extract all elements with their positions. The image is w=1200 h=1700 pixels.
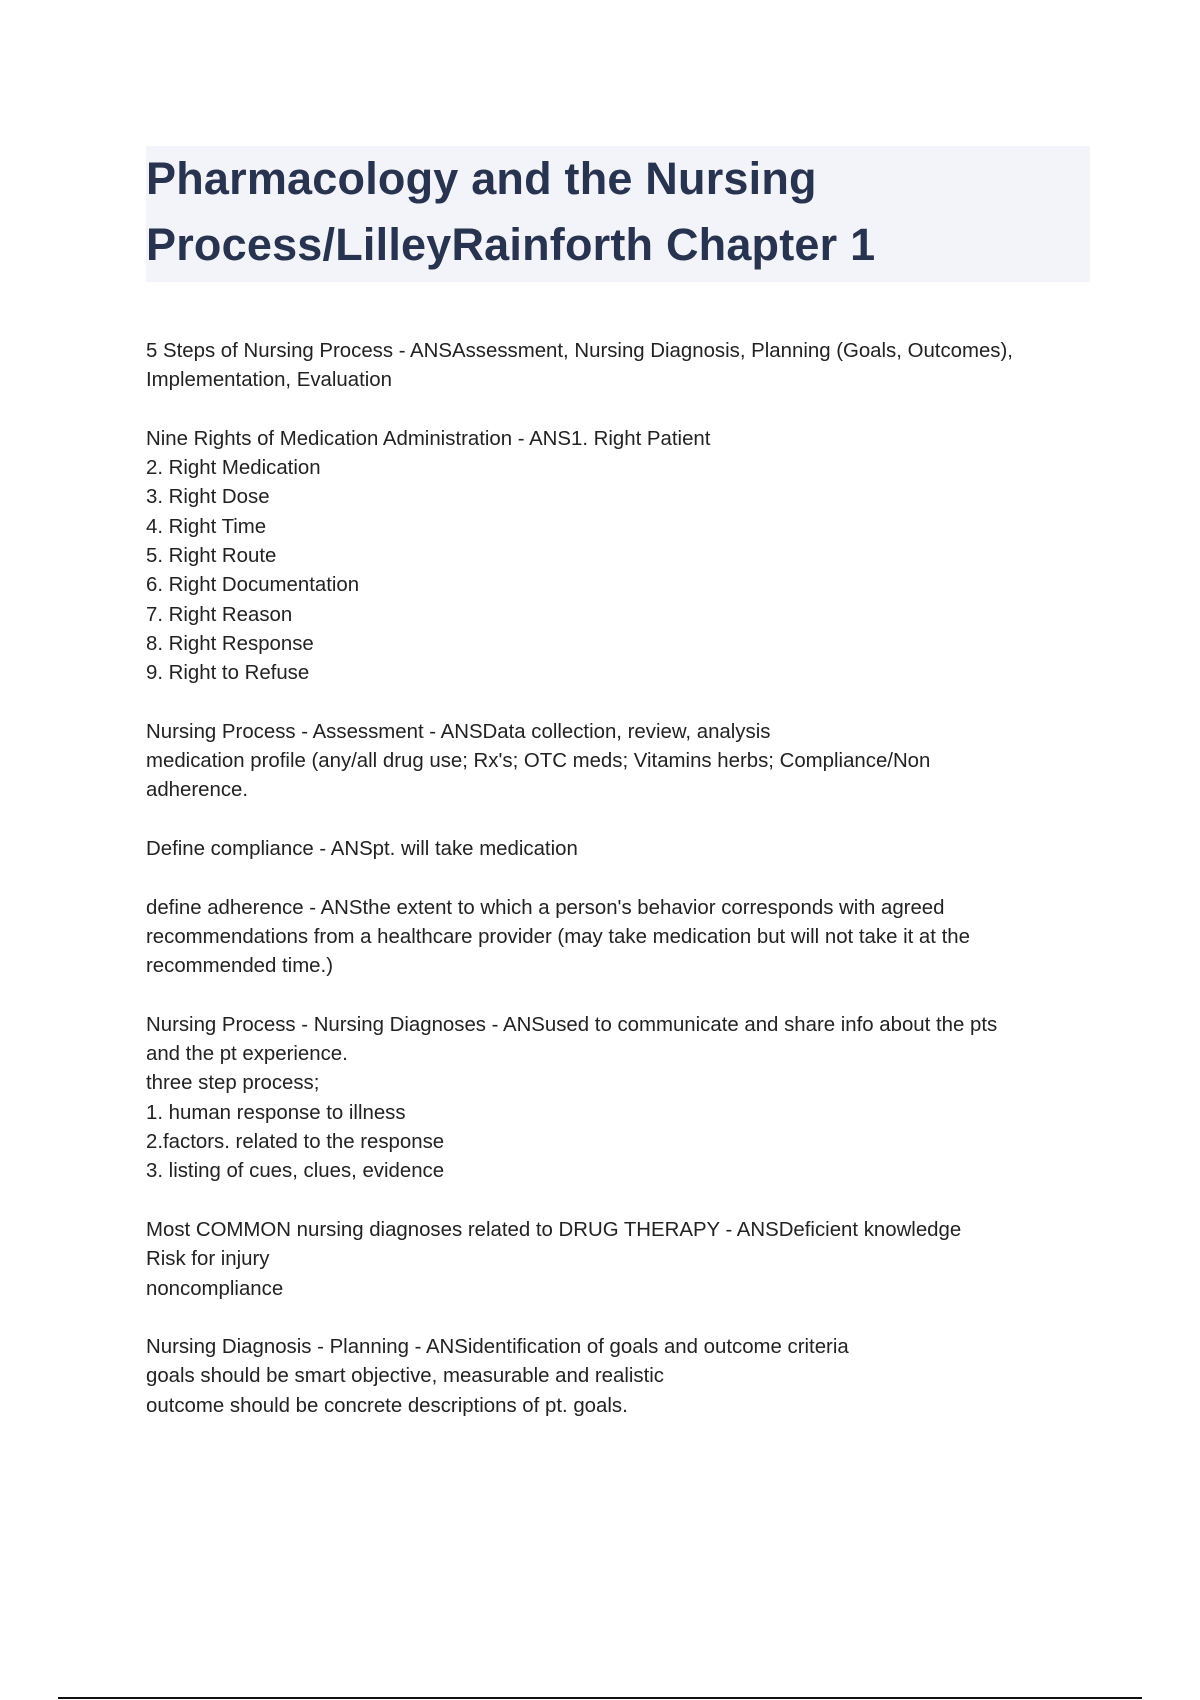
entry-line: 6. Right Documentation [146, 574, 360, 597]
document-body [146, 337, 1096, 1450]
entry-line: 1. human response to illness [146, 1101, 406, 1124]
entry-nine-rights [146, 425, 1096, 689]
entry-line: 5. Right Route [146, 545, 277, 568]
entry-line: 4. Right Time [146, 515, 267, 538]
entry-line: Define compliance - ANSpt. will take medication [146, 838, 578, 861]
entry-line: outcome should be concrete descriptions of pt. goals. [146, 1394, 628, 1417]
entry-line: recommendations from a healthcare provider (may take medication but will not take it at the [146, 925, 970, 948]
footer-divider [58, 1697, 1142, 1699]
entry-line: goals should be smart objective, measurable and realistic [146, 1365, 664, 1388]
entry-line: 2. Right Medication [146, 457, 321, 480]
entry-assessment [146, 718, 1096, 806]
entry-line: 2.factors. related to the response [146, 1131, 445, 1154]
entry-nursing-process-steps [146, 337, 1096, 396]
entry-line: 9. Right to Refuse [146, 662, 310, 685]
entry-line: Risk for injury [146, 1248, 270, 1271]
entry-line: 8. Right Response [146, 632, 314, 655]
entry-define-adherence [146, 894, 1096, 982]
entry-nursing-diagnoses [146, 1011, 1096, 1187]
entry-line: Nursing Process - Nursing Diagnoses - ANSused to communicate and share info about the pts [146, 1013, 998, 1036]
entry-line: Nursing Diagnosis - Planning - ANSidentification of goals and outcome criteria [146, 1336, 849, 1359]
title-line-2: Process/LilleyRainforth Chapter 1 [146, 219, 876, 270]
entry-line: recommended time.) [146, 955, 333, 978]
entry-planning [146, 1333, 1096, 1421]
entry-define-compliance [146, 835, 1096, 864]
entry-line: Nine Rights of Medication Administration - ANS1. Right Patient [146, 427, 711, 450]
entry-line: and the pt experience. [146, 1043, 348, 1066]
entry-common-diagnoses [146, 1216, 1096, 1304]
title-line-1: Pharmacology and the Nursing [146, 153, 817, 204]
entry-line: 3. listing of cues, clues, evidence [146, 1160, 445, 1183]
entry-line: Nursing Process - Assessment - ANSData collection, review, analysis [146, 720, 771, 743]
entry-line: Implementation, Evaluation [146, 369, 392, 392]
entry-line: 7. Right Reason [146, 603, 293, 626]
entry-line: adherence. [146, 779, 249, 802]
entry-line: 5 Steps of Nursing Process - ANSAssessment, Nursing Diagnosis, Planning (Goals, Outcomes), [146, 340, 1013, 362]
entry-line: Most COMMON nursing diagnoses related to DRUG THERAPY - ANSDeficient knowledge [146, 1218, 962, 1241]
entry-line: define adherence - ANSthe extent to which a person's behavior corresponds with agreed [146, 896, 945, 919]
entry-line: 3. Right Dose [146, 486, 270, 509]
entry-line: noncompliance [146, 1277, 284, 1300]
entry-line: three step process; [146, 1072, 320, 1095]
document-title [146, 146, 1090, 282]
entry-line: medication profile (any/all drug use; Rx's; OTC meds; Vitamins herbs; Compliance/Non [146, 750, 931, 773]
